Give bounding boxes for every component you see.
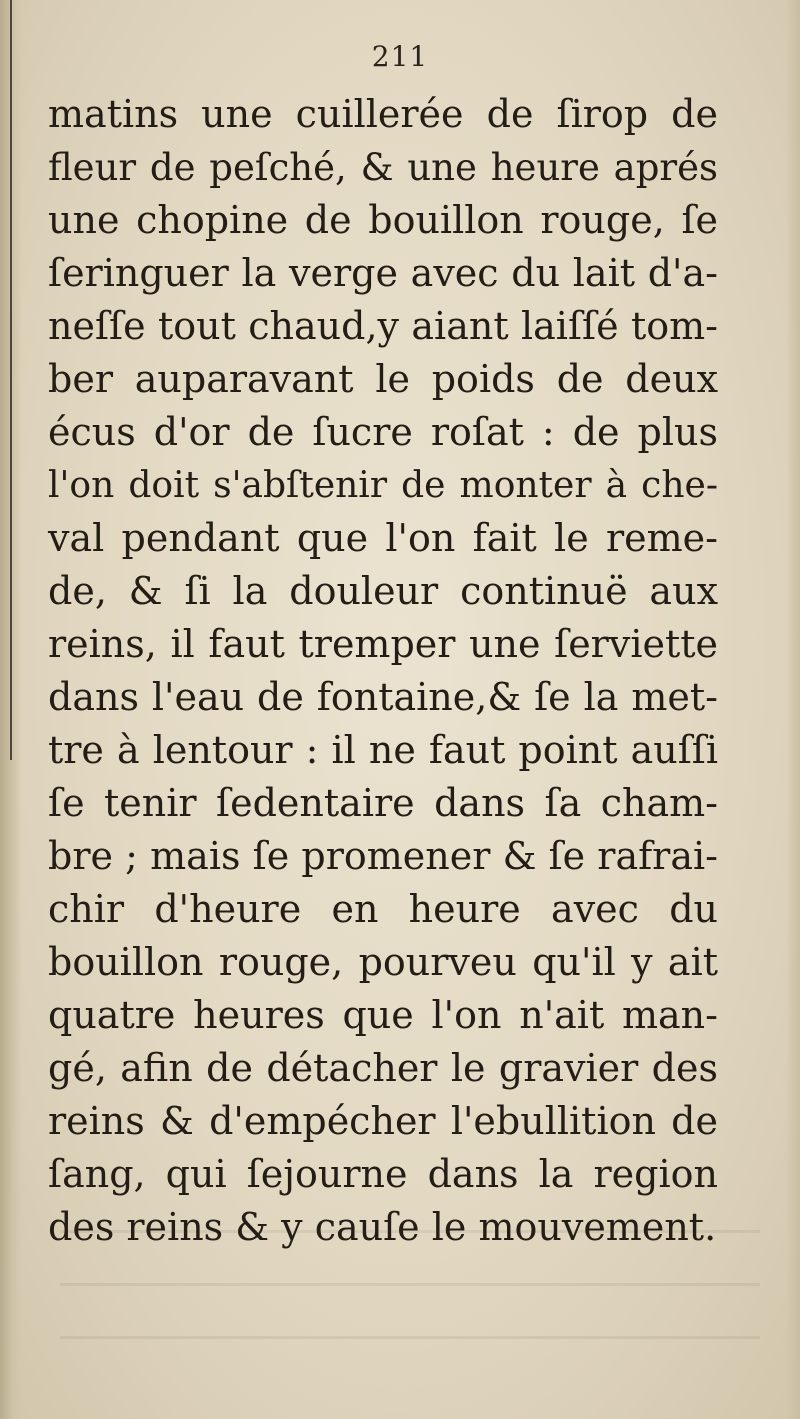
text-line: bre ; mais ſe promener & ſe rafrai- (48, 834, 718, 878)
text-line: quatre heures que l'on n'ait man- (48, 993, 718, 1037)
text-line: bouillon rouge, pourveu qu'il y ait (48, 940, 718, 984)
text-line: reins, il faut tremper une ſerviette (48, 622, 718, 666)
text-line: l'on doit s'abſtenir de monter à che- (48, 465, 718, 506)
text-line: fleur de peſché, & une heure aprés (48, 146, 718, 189)
show-through-text (60, 1230, 760, 1350)
text-line: ber auparavant le poids de deux (48, 357, 718, 401)
text-line: val pendant que l'on fait le reme- (48, 516, 718, 560)
text-line: matins une cuillerée de ſirop de (48, 92, 718, 136)
text-line: chir d'heure en heure avec du (48, 887, 718, 931)
body-text (48, 88, 718, 1254)
text-line: ſeringuer la verge avec du lait d'a- (48, 251, 718, 295)
text-line: une chopine de bouillon rouge, ſe (48, 198, 718, 242)
text-line: dans l'eau de fontaine,& ſe la met- (48, 675, 718, 719)
text-line: reins & d'empécher l'ebullition de (48, 1099, 718, 1143)
text-line: de, & ſi la douleur continuë aux (48, 569, 718, 613)
text-line: ſe tenir ſedentaire dans ſa cham- (48, 781, 718, 825)
text-line: neſſe tout chaud,y aiant laiſſé tom- (48, 304, 718, 348)
page-edge-shadow (786, 0, 800, 1419)
text-line: écus d'or de ſucre roſat : de plus (48, 410, 718, 454)
text-line: gé, afin de détacher le gravier des (48, 1046, 718, 1090)
page-number: 211 (371, 40, 429, 73)
text-line: ſang, qui ſejourne dans la region (48, 1152, 718, 1196)
text-line: des reins & y cauſe le mouvement. (48, 1205, 717, 1249)
gutter-line (10, 0, 12, 760)
text-line: tre à lentour : il ne faut point auſſi (48, 728, 718, 772)
